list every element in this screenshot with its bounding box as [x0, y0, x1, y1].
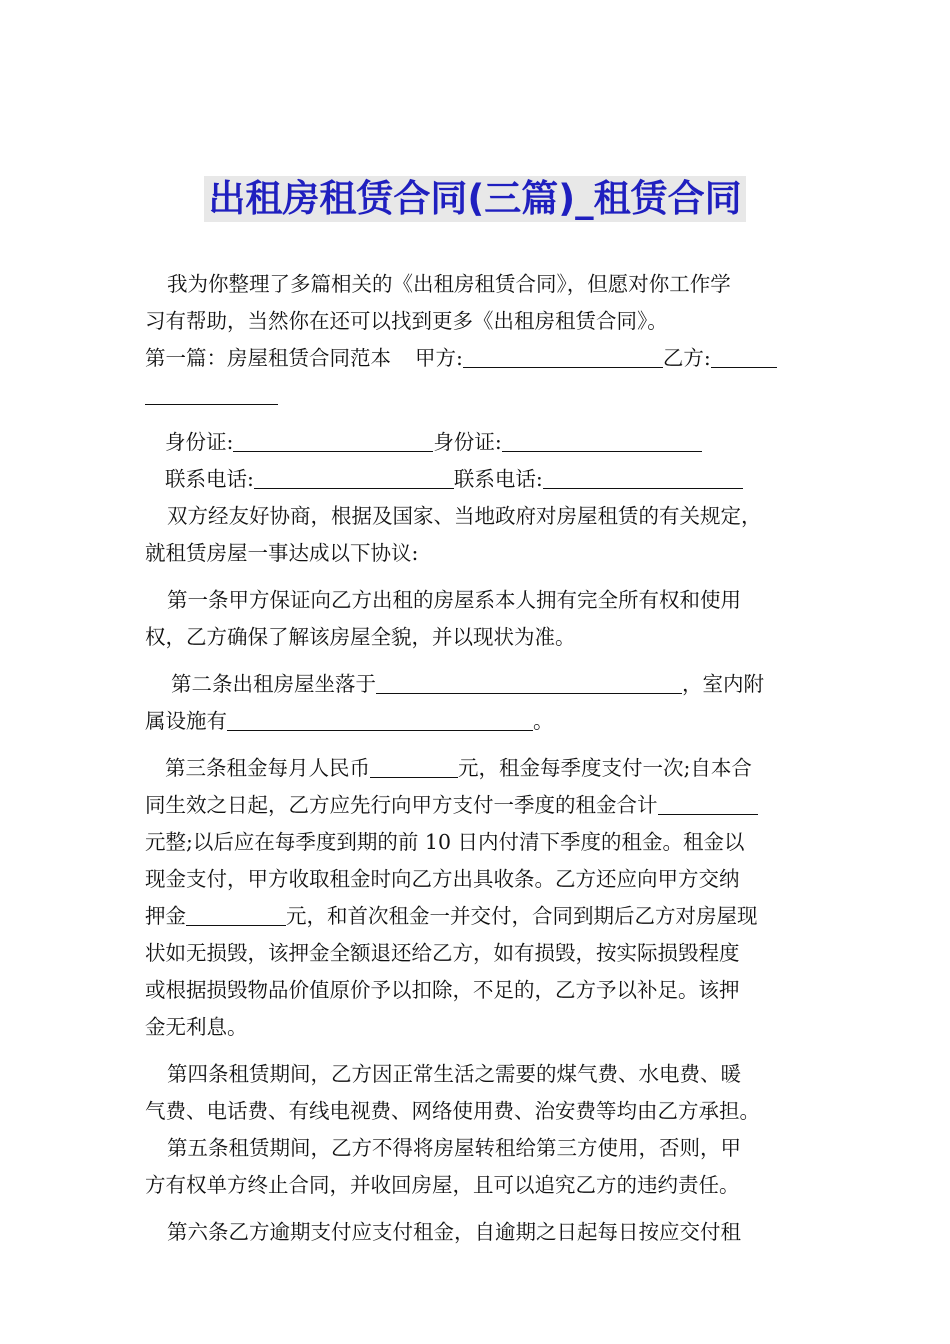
article-4-line-1: 第四条租赁期间，乙方因正常生活之需要的煤气费、水电费、暖	[167, 1062, 741, 1086]
id-blank-a	[233, 429, 433, 452]
title-area	[0, 176, 950, 222]
phone-label-b: 联系电话:	[453, 467, 543, 491]
id-blank-b	[502, 429, 702, 452]
document-title: 出租房租赁合同(三篇)_租赁合同	[204, 176, 745, 222]
phone-blank-b	[543, 466, 743, 489]
article-3-text-1b: 元，租金每季度支付一次;自本合	[458, 756, 752, 780]
article-3-line-2	[145, 787, 815, 824]
article-2-line-2	[145, 703, 815, 740]
id-line	[145, 424, 815, 461]
monthly-rent-blank	[370, 755, 458, 778]
article-3-line-1	[145, 750, 815, 787]
article-3-line-5	[145, 898, 815, 935]
article-3-line-7: 或根据损毁物品价值原价予以扣除，不足的，乙方予以补足。该押	[145, 978, 740, 1002]
party-b-blank	[711, 345, 777, 368]
intro-line-1: 我为你整理了多篇相关的《出租房租赁合同》，但愿对你工作学	[167, 272, 731, 296]
deposit-blank	[186, 903, 286, 926]
party-b-blank-continued	[145, 382, 278, 405]
document-body	[145, 266, 815, 1251]
agreement-line-1: 双方经友好协商，根据及国家、当地政府对房屋租赁的有关规定，	[167, 504, 762, 528]
party-b-label: 乙方:	[662, 346, 711, 370]
phone-line	[145, 461, 815, 498]
article-3-line-4: 现金支付，甲方收取租金时向乙方出具收条。乙方还应向甲方交纳	[145, 867, 740, 891]
agreement-line-2: 就租赁房屋一事达成以下协议:	[145, 541, 419, 565]
party-a-blank	[463, 345, 663, 368]
article-6-line-1: 第六条乙方逾期支付应支付租金，自逾期之日起每日按应交付租	[167, 1220, 741, 1244]
part-one-heading: 第一篇：房屋租赁合同范本	[145, 346, 391, 370]
phone-blank-a	[254, 466, 454, 489]
article-1-line-1: 第一条甲方保证向乙方出租的房屋系本人拥有完全所有权和使用	[167, 588, 741, 612]
article-2-text-c: 属设施有	[145, 709, 227, 733]
part-one-line	[145, 340, 815, 377]
article-3-line-6: 状如无损毁，该押金全额退还给乙方，如有损毁，按实际损毁程度	[145, 941, 740, 965]
party-a-label: 甲方:	[415, 346, 463, 370]
article-3-line-3: 元整;以后应在每季度到期的前 10 日内付清下季度的租金。租金以	[145, 830, 745, 854]
article-5-line-1: 第五条租赁期间，乙方不得将房屋转租给第三方使用，否则，甲	[167, 1136, 741, 1160]
house-location-blank	[376, 671, 682, 694]
article-3-text-1a: 第三条租金每月人民币	[165, 756, 370, 780]
intro-line-2: 习有帮助，当然你在还可以找到更多《出租房租赁合同》。	[145, 309, 668, 333]
article-3-text-5a: 押金	[145, 904, 186, 928]
article-4-line-2: 气费、电话费、有线电视费、网络使用费、治安费等均由乙方承担。	[145, 1099, 760, 1123]
party-b-continuation	[145, 377, 815, 414]
facilities-blank	[227, 708, 533, 731]
id-label-a: 身份证:	[165, 430, 234, 454]
article-3-text-2: 同生效之日起，乙方应先行向甲方支付一季度的租金合计	[145, 793, 658, 817]
article-1-line-2: 权，乙方确保了解该房屋全貌，并以现状为准。	[145, 625, 576, 649]
article-3-text-5b: 元，和首次租金一并交付，合同到期后乙方对房屋现	[286, 904, 758, 928]
article-2-text-b: ，室内附	[682, 672, 764, 696]
article-2-line-1	[145, 666, 815, 703]
id-label-b: 身份证:	[433, 430, 502, 454]
article-2-text-a: 第二条出租房屋坐落于	[171, 672, 376, 696]
phone-label-a: 联系电话:	[165, 467, 254, 491]
article-2-text-d: 。	[533, 709, 554, 733]
quarter-rent-blank	[658, 792, 758, 815]
article-3-line-8: 金无利息。	[145, 1015, 248, 1039]
article-5-line-2: 方有权单方终止合同，并收回房屋，且可以追究乙方的违约责任。	[145, 1173, 740, 1197]
